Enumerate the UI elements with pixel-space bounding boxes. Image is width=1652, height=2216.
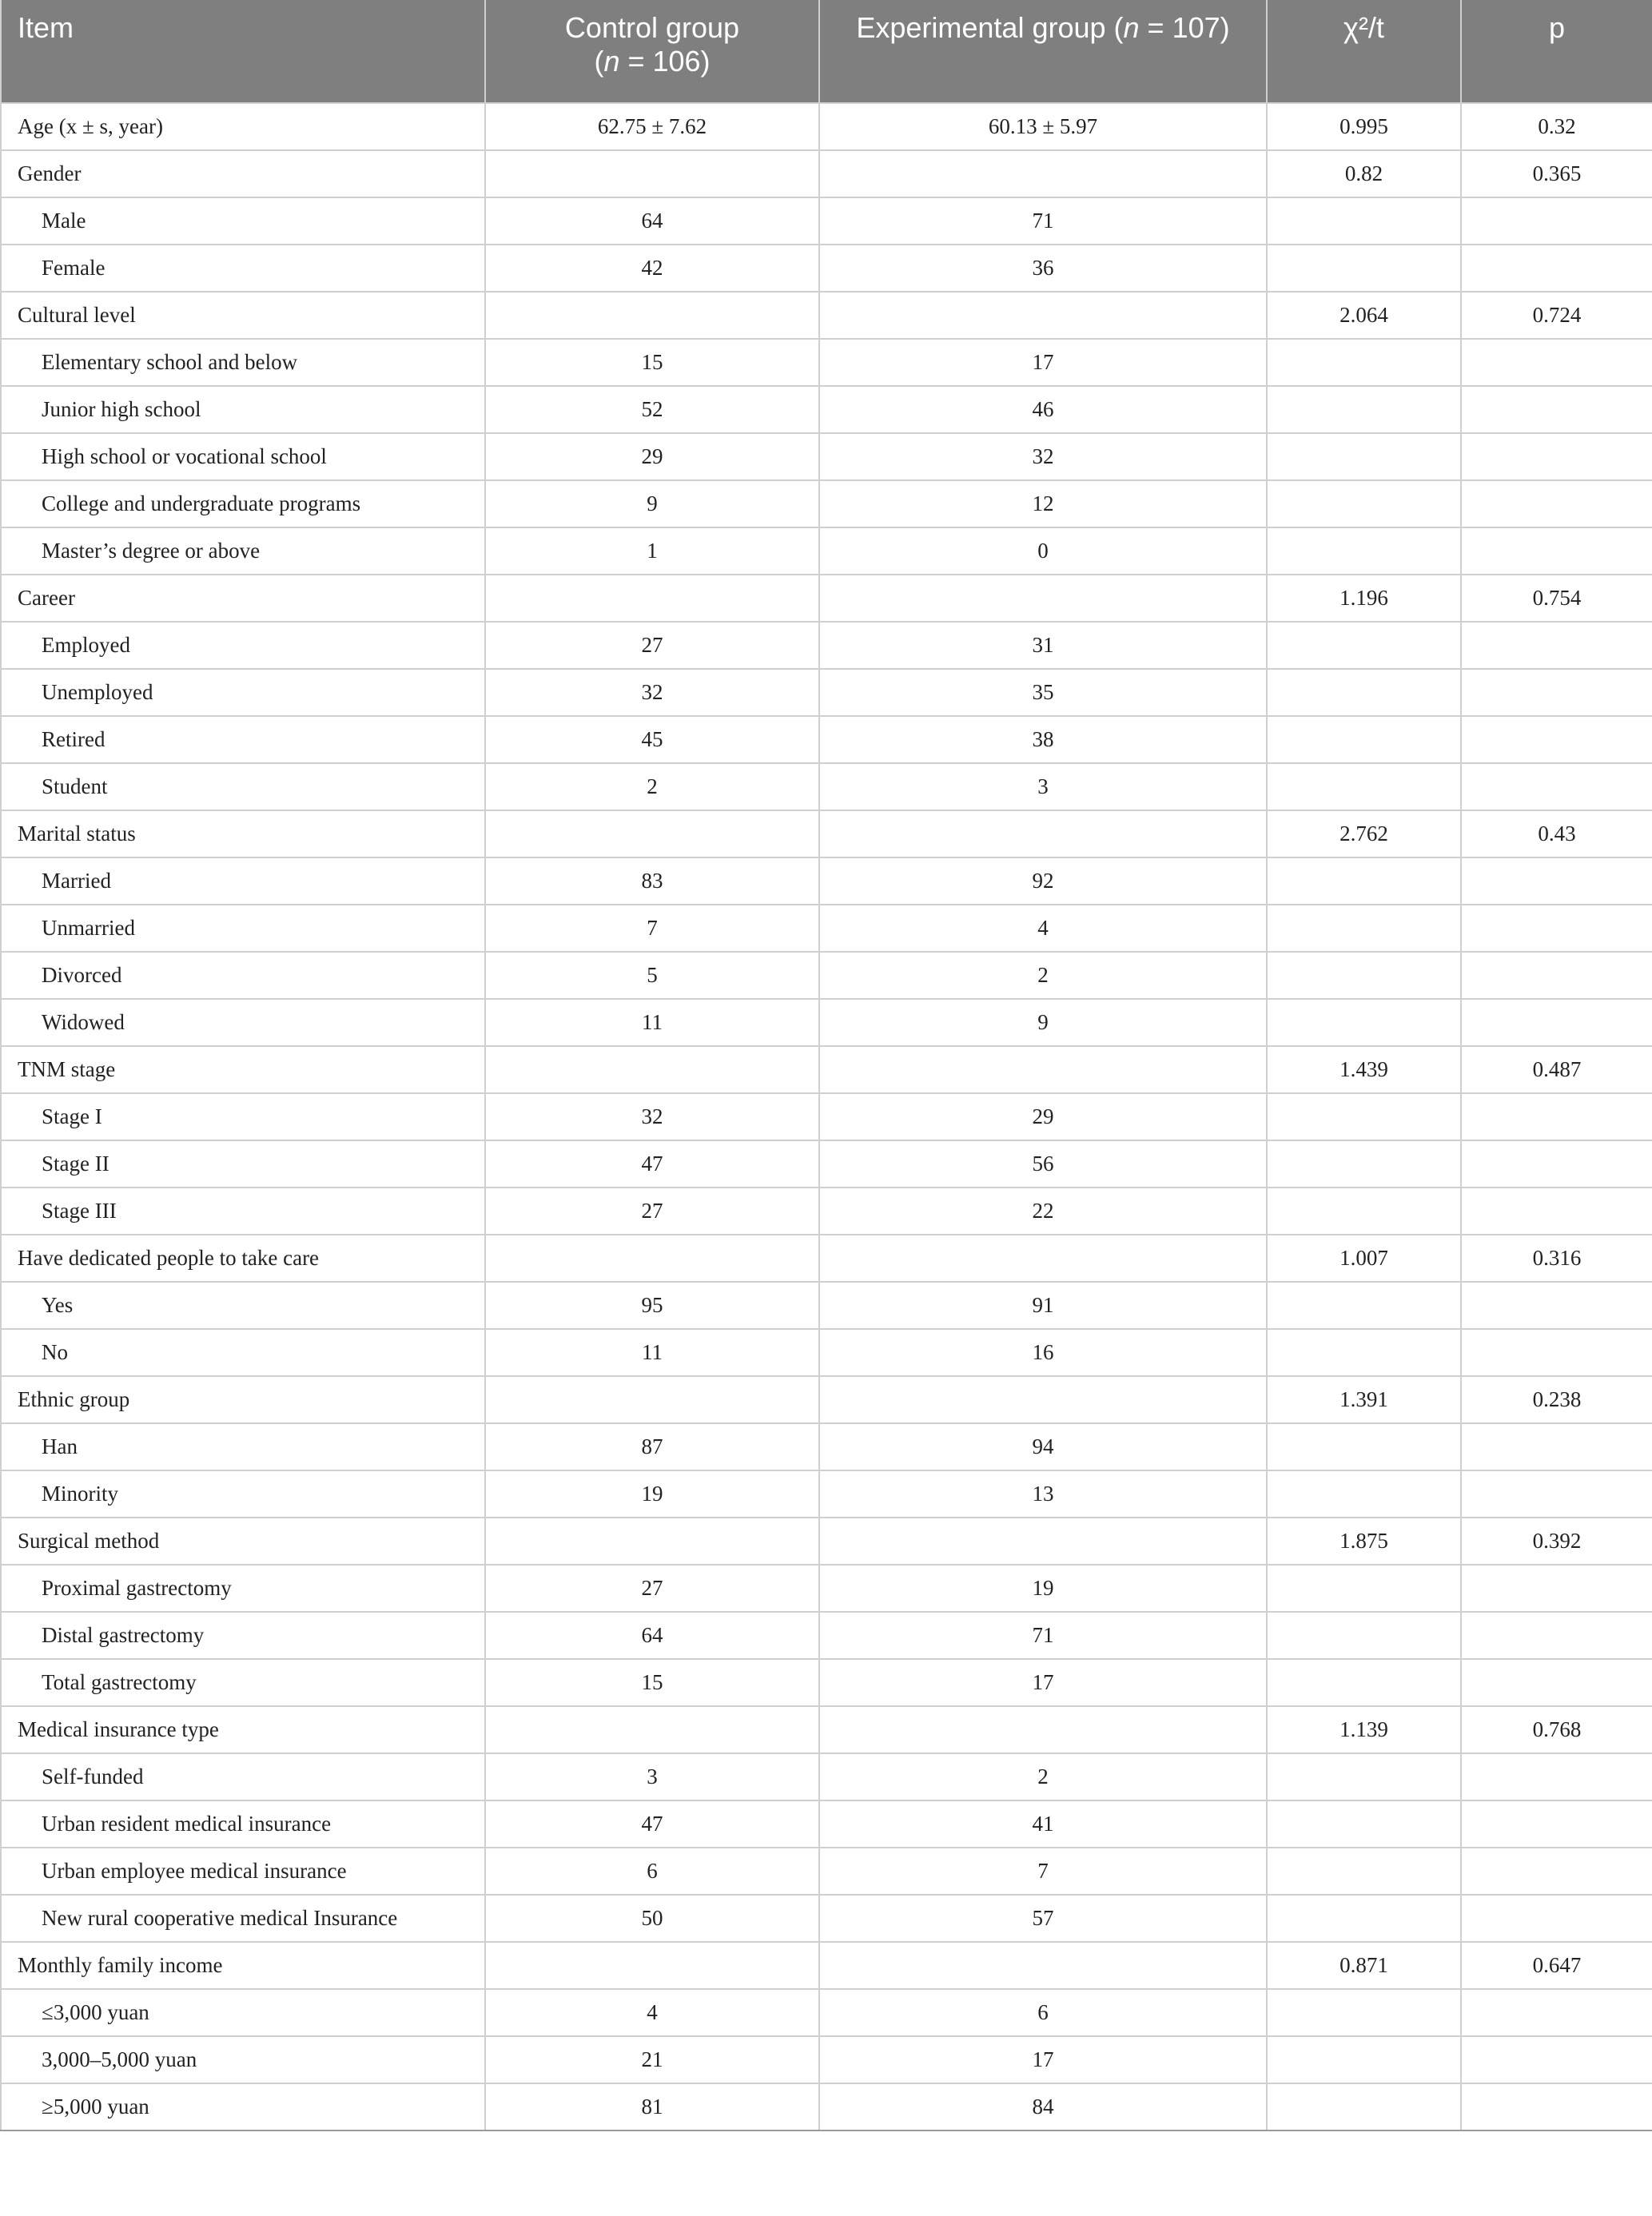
- cell-control-group: 15: [485, 339, 819, 386]
- cell-chi-t: [1267, 1895, 1461, 1942]
- cell-item: Student: [1, 763, 485, 810]
- cell-chi-t: [1267, 197, 1461, 245]
- table-row-category: [1, 1235, 1652, 1282]
- header-experimental-group: Experimental group (n = 107): [819, 0, 1267, 103]
- cell-p-value: [1461, 1093, 1652, 1140]
- cell-item: Have dedicated people to take care: [1, 1235, 485, 1282]
- cell-control-group: 45: [485, 716, 819, 763]
- cell-p-value: 0.754: [1461, 575, 1652, 622]
- table-row-subitem: [1, 999, 1652, 1046]
- table-row-category: [1, 292, 1652, 339]
- cell-experimental-group: 84: [819, 2083, 1267, 2130]
- cell-item: Female: [1, 245, 485, 292]
- cell-control-group: 6: [485, 1848, 819, 1895]
- cell-p-value: 0.647: [1461, 1942, 1652, 1989]
- cell-control-group: 50: [485, 1895, 819, 1942]
- table-row-subitem: [1, 1895, 1652, 1942]
- cell-p-value: [1461, 1612, 1652, 1659]
- cell-control-group: 19: [485, 1470, 819, 1518]
- cell-control-group: 32: [485, 1093, 819, 1140]
- cell-chi-t: [1267, 480, 1461, 527]
- cell-chi-t: 1.875: [1267, 1518, 1461, 1565]
- table-row-subitem: [1, 1800, 1652, 1848]
- cell-experimental-group: [819, 575, 1267, 622]
- cell-p-value: [1461, 2083, 1652, 2130]
- cell-p-value: 0.365: [1461, 150, 1652, 197]
- table-row-subitem: [1, 2036, 1652, 2083]
- header-control-label: Control group: [564, 11, 740, 44]
- cell-p-value: 0.768: [1461, 1706, 1652, 1753]
- header-chi-t: χ²/t: [1267, 0, 1461, 103]
- cell-experimental-group: 36: [819, 245, 1267, 292]
- cell-control-group: 2: [485, 763, 819, 810]
- cell-p-value: [1461, 1423, 1652, 1470]
- cell-p-value: [1461, 999, 1652, 1046]
- table-row-subitem: [1, 1659, 1652, 1706]
- cell-p-value: 0.238: [1461, 1376, 1652, 1423]
- cell-experimental-group: [819, 292, 1267, 339]
- cell-chi-t: 1.391: [1267, 1376, 1461, 1423]
- cell-item: Urban resident medical insurance: [1, 1800, 485, 1848]
- header-row: [1, 0, 1652, 103]
- cell-p-value: [1461, 716, 1652, 763]
- cell-item: 3,000–5,000 yuan: [1, 2036, 485, 2083]
- cell-experimental-group: 41: [819, 1800, 1267, 1848]
- cell-experimental-group: [819, 1706, 1267, 1753]
- cell-chi-t: [1267, 1659, 1461, 1706]
- cell-chi-t: [1267, 1753, 1461, 1800]
- cell-experimental-group: 7: [819, 1848, 1267, 1895]
- table-row-subitem: [1, 857, 1652, 905]
- cell-item: ≤3,000 yuan: [1, 1989, 485, 2036]
- cell-control-group: 32: [485, 669, 819, 716]
- table-row-category: [1, 150, 1652, 197]
- cell-item: Unmarried: [1, 905, 485, 952]
- header-item: Item: [1, 0, 485, 103]
- cell-p-value: [1461, 1565, 1652, 1612]
- table-row-category: [1, 103, 1652, 150]
- cell-control-group: 95: [485, 1282, 819, 1329]
- cell-chi-t: [1267, 1140, 1461, 1188]
- table-row-subitem: [1, 1188, 1652, 1235]
- table-row-category: [1, 1376, 1652, 1423]
- cell-experimental-group: 6: [819, 1989, 1267, 2036]
- cell-control-group: [485, 1376, 819, 1423]
- cell-item: Marital status: [1, 810, 485, 857]
- table-header: [1, 0, 1652, 103]
- cell-item: Male: [1, 197, 485, 245]
- cell-p-value: [1461, 1140, 1652, 1188]
- table-row-category: [1, 810, 1652, 857]
- cell-experimental-group: 92: [819, 857, 1267, 905]
- cell-p-value: [1461, 1800, 1652, 1848]
- cell-p-value: [1461, 1989, 1652, 2036]
- table-row-category: [1, 1518, 1652, 1565]
- cell-experimental-group: 56: [819, 1140, 1267, 1188]
- cell-item: ≥5,000 yuan: [1, 2083, 485, 2130]
- cell-control-group: 47: [485, 1140, 819, 1188]
- cell-item: Married: [1, 857, 485, 905]
- cell-item: Junior high school: [1, 386, 485, 433]
- cell-chi-t: [1267, 1093, 1461, 1140]
- cell-p-value: [1461, 339, 1652, 386]
- cell-p-value: 0.316: [1461, 1235, 1652, 1282]
- cell-p-value: [1461, 857, 1652, 905]
- table-row-subitem: [1, 1565, 1652, 1612]
- table-row-subitem: [1, 1470, 1652, 1518]
- cell-control-group: 5: [485, 952, 819, 999]
- cell-chi-t: 0.82: [1267, 150, 1461, 197]
- cell-experimental-group: 71: [819, 1612, 1267, 1659]
- cell-p-value: [1461, 433, 1652, 480]
- table-row-category: [1, 1706, 1652, 1753]
- cell-control-group: [485, 292, 819, 339]
- cell-experimental-group: [819, 1376, 1267, 1423]
- cell-p-value: [1461, 1895, 1652, 1942]
- cell-chi-t: [1267, 1612, 1461, 1659]
- table-row-category: [1, 1046, 1652, 1093]
- cell-item: Yes: [1, 1282, 485, 1329]
- header-control-group: [485, 0, 819, 103]
- cell-p-value: [1461, 197, 1652, 245]
- cell-item: TNM stage: [1, 1046, 485, 1093]
- table-row-subitem: [1, 527, 1652, 575]
- cell-control-group: 29: [485, 433, 819, 480]
- table-row-subitem: [1, 1423, 1652, 1470]
- cell-control-group: 21: [485, 2036, 819, 2083]
- cell-experimental-group: 16: [819, 1329, 1267, 1376]
- cell-experimental-group: 94: [819, 1423, 1267, 1470]
- cell-control-group: 87: [485, 1423, 819, 1470]
- cell-item: Monthly family income: [1, 1942, 485, 1989]
- table-row-subitem: [1, 905, 1652, 952]
- table-row-subitem: [1, 480, 1652, 527]
- cell-experimental-group: 17: [819, 1659, 1267, 1706]
- cell-chi-t: [1267, 952, 1461, 999]
- cell-control-group: [485, 1046, 819, 1093]
- cell-item: Retired: [1, 716, 485, 763]
- cell-p-value: 0.32: [1461, 103, 1652, 150]
- cell-p-value: 0.43: [1461, 810, 1652, 857]
- cell-p-value: [1461, 1282, 1652, 1329]
- cell-item: Total gastrectomy: [1, 1659, 485, 1706]
- cell-control-group: 62.75 ± 7.62: [485, 103, 819, 150]
- cell-item: Age (x ± s, year): [1, 103, 485, 150]
- cell-chi-t: [1267, 716, 1461, 763]
- cell-p-value: [1461, 669, 1652, 716]
- table-row-category: [1, 575, 1652, 622]
- cell-experimental-group: 2: [819, 952, 1267, 999]
- table-row-subitem: [1, 339, 1652, 386]
- cell-control-group: 64: [485, 1612, 819, 1659]
- cell-experimental-group: 17: [819, 339, 1267, 386]
- cell-item: Divorced: [1, 952, 485, 999]
- cell-control-group: 4: [485, 1989, 819, 2036]
- cell-control-group: 42: [485, 245, 819, 292]
- cell-chi-t: 0.995: [1267, 103, 1461, 150]
- cell-control-group: 27: [485, 622, 819, 669]
- cell-chi-t: 0.871: [1267, 1942, 1461, 1989]
- table-row-subitem: [1, 386, 1652, 433]
- cell-item: New rural cooperative medical Insurance: [1, 1895, 485, 1942]
- cell-chi-t: [1267, 2083, 1461, 2130]
- cell-experimental-group: 38: [819, 716, 1267, 763]
- cell-chi-t: [1267, 245, 1461, 292]
- cell-item: Stage III: [1, 1188, 485, 1235]
- cell-chi-t: [1267, 2036, 1461, 2083]
- cell-item: Self-funded: [1, 1753, 485, 1800]
- cell-chi-t: [1267, 433, 1461, 480]
- cell-item: College and undergraduate programs: [1, 480, 485, 527]
- cell-chi-t: [1267, 386, 1461, 433]
- table-row-subitem: [1, 433, 1652, 480]
- cell-item: Employed: [1, 622, 485, 669]
- cell-control-group: 47: [485, 1800, 819, 1848]
- cell-experimental-group: 57: [819, 1895, 1267, 1942]
- cell-experimental-group: 31: [819, 622, 1267, 669]
- cell-item: Minority: [1, 1470, 485, 1518]
- table-row-subitem: [1, 1612, 1652, 1659]
- cell-item: Medical insurance type: [1, 1706, 485, 1753]
- cell-chi-t: [1267, 857, 1461, 905]
- cell-control-group: 11: [485, 1329, 819, 1376]
- table-row-subitem: [1, 716, 1652, 763]
- cell-p-value: [1461, 386, 1652, 433]
- cell-chi-t: [1267, 1800, 1461, 1848]
- cell-item: Proximal gastrectomy: [1, 1565, 485, 1612]
- cell-experimental-group: 19: [819, 1565, 1267, 1612]
- table-row-subitem: [1, 1753, 1652, 1800]
- cell-control-group: 83: [485, 857, 819, 905]
- cell-control-group: [485, 1706, 819, 1753]
- cell-experimental-group: 22: [819, 1188, 1267, 1235]
- cell-item: Widowed: [1, 999, 485, 1046]
- cell-experimental-group: [819, 1046, 1267, 1093]
- cell-p-value: [1461, 1329, 1652, 1376]
- cell-chi-t: [1267, 1565, 1461, 1612]
- cell-item: Unemployed: [1, 669, 485, 716]
- table-body: [1, 103, 1652, 2130]
- table-row-subitem: [1, 1282, 1652, 1329]
- cell-item: Stage I: [1, 1093, 485, 1140]
- cell-chi-t: [1267, 1423, 1461, 1470]
- cell-chi-t: [1267, 527, 1461, 575]
- cell-p-value: [1461, 527, 1652, 575]
- cell-control-group: [485, 1235, 819, 1282]
- cell-experimental-group: 0: [819, 527, 1267, 575]
- cell-chi-t: [1267, 1282, 1461, 1329]
- cell-experimental-group: 46: [819, 386, 1267, 433]
- cell-p-value: [1461, 622, 1652, 669]
- cell-item: Distal gastrectomy: [1, 1612, 485, 1659]
- cell-chi-t: [1267, 669, 1461, 716]
- header-control-n: (n = 106): [594, 45, 711, 78]
- cell-item: Master’s degree or above: [1, 527, 485, 575]
- cell-control-group: 27: [485, 1565, 819, 1612]
- cell-experimental-group: 12: [819, 480, 1267, 527]
- cell-experimental-group: 4: [819, 905, 1267, 952]
- cell-experimental-group: 9: [819, 999, 1267, 1046]
- cell-chi-t: [1267, 1329, 1461, 1376]
- cell-experimental-group: 3: [819, 763, 1267, 810]
- table-row-subitem: [1, 669, 1652, 716]
- cell-chi-t: 2.064: [1267, 292, 1461, 339]
- cell-control-group: 9: [485, 480, 819, 527]
- cell-item: Urban employee medical insurance: [1, 1848, 485, 1895]
- cell-experimental-group: 17: [819, 2036, 1267, 2083]
- cell-item: Elementary school and below: [1, 339, 485, 386]
- cell-chi-t: [1267, 1470, 1461, 1518]
- cell-chi-t: [1267, 1989, 1461, 2036]
- cell-item: High school or vocational school: [1, 433, 485, 480]
- cell-item: No: [1, 1329, 485, 1376]
- cell-chi-t: [1267, 622, 1461, 669]
- cell-control-group: [485, 1518, 819, 1565]
- cell-control-group: [485, 575, 819, 622]
- cell-control-group: 15: [485, 1659, 819, 1706]
- cell-p-value: [1461, 480, 1652, 527]
- cell-p-value: 0.392: [1461, 1518, 1652, 1565]
- cell-chi-t: 2.762: [1267, 810, 1461, 857]
- table-row-subitem: [1, 1989, 1652, 2036]
- cell-experimental-group: [819, 150, 1267, 197]
- cell-p-value: [1461, 2036, 1652, 2083]
- cell-p-value: [1461, 1659, 1652, 1706]
- table-row-subitem: [1, 1093, 1652, 1140]
- cell-experimental-group: [819, 810, 1267, 857]
- cell-experimental-group: 71: [819, 197, 1267, 245]
- cell-item: Career: [1, 575, 485, 622]
- cell-experimental-group: 35: [819, 669, 1267, 716]
- cell-control-group: 11: [485, 999, 819, 1046]
- cell-chi-t: 1.439: [1267, 1046, 1461, 1093]
- cell-p-value: 0.487: [1461, 1046, 1652, 1093]
- cell-control-group: [485, 150, 819, 197]
- cell-p-value: [1461, 1470, 1652, 1518]
- cell-experimental-group: 60.13 ± 5.97: [819, 103, 1267, 150]
- cell-p-value: [1461, 952, 1652, 999]
- table-row-subitem: [1, 1140, 1652, 1188]
- table-row-subitem: [1, 622, 1652, 669]
- cell-experimental-group: 32: [819, 433, 1267, 480]
- cell-control-group: 81: [485, 2083, 819, 2130]
- cell-chi-t: [1267, 905, 1461, 952]
- cell-experimental-group: [819, 1942, 1267, 1989]
- cell-experimental-group: 91: [819, 1282, 1267, 1329]
- cell-p-value: [1461, 1848, 1652, 1895]
- cell-control-group: 52: [485, 386, 819, 433]
- cell-control-group: [485, 810, 819, 857]
- cell-item: Han: [1, 1423, 485, 1470]
- table-row-subitem: [1, 952, 1652, 999]
- cell-p-value: [1461, 1188, 1652, 1235]
- cell-p-value: [1461, 905, 1652, 952]
- cell-control-group: 64: [485, 197, 819, 245]
- cell-p-value: [1461, 1753, 1652, 1800]
- cell-experimental-group: 29: [819, 1093, 1267, 1140]
- cell-chi-t: [1267, 999, 1461, 1046]
- cell-chi-t: [1267, 763, 1461, 810]
- cell-p-value: [1461, 763, 1652, 810]
- cell-control-group: 1: [485, 527, 819, 575]
- cell-control-group: 3: [485, 1753, 819, 1800]
- cell-experimental-group: 2: [819, 1753, 1267, 1800]
- table-row-subitem: [1, 197, 1652, 245]
- table-row-subitem: [1, 1848, 1652, 1895]
- cell-control-group: [485, 1942, 819, 1989]
- cell-control-group: 27: [485, 1188, 819, 1235]
- cell-chi-t: 1.139: [1267, 1706, 1461, 1753]
- cell-control-group: 7: [485, 905, 819, 952]
- cell-chi-t: [1267, 339, 1461, 386]
- cell-item: Gender: [1, 150, 485, 197]
- cell-p-value: [1461, 245, 1652, 292]
- cell-experimental-group: [819, 1518, 1267, 1565]
- cell-item: Surgical method: [1, 1518, 485, 1565]
- cell-item: Stage II: [1, 1140, 485, 1188]
- table-row-category: [1, 1942, 1652, 1989]
- cell-chi-t: 1.007: [1267, 1235, 1461, 1282]
- cell-chi-t: [1267, 1848, 1461, 1895]
- cell-chi-t: 1.196: [1267, 575, 1461, 622]
- header-p-value: p: [1461, 0, 1652, 103]
- cell-experimental-group: 13: [819, 1470, 1267, 1518]
- cell-experimental-group: [819, 1235, 1267, 1282]
- table-row-subitem: [1, 1329, 1652, 1376]
- cell-item: Cultural level: [1, 292, 485, 339]
- table-row-subitem: [1, 2083, 1652, 2130]
- table-row-subitem: [1, 245, 1652, 292]
- cell-p-value: 0.724: [1461, 292, 1652, 339]
- table-row-subitem: [1, 763, 1652, 810]
- cell-item: Ethnic group: [1, 1376, 485, 1423]
- cell-chi-t: [1267, 1188, 1461, 1235]
